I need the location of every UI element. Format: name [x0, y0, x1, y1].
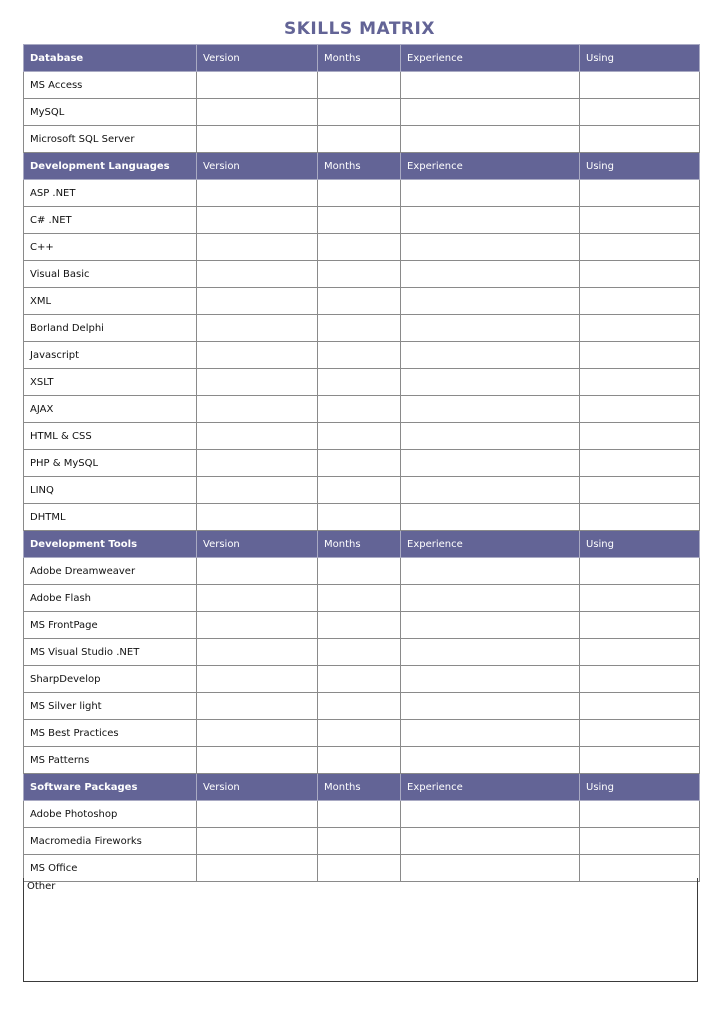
months-cell[interactable] — [318, 828, 401, 855]
experience-cell[interactable] — [401, 315, 580, 342]
skill-row — [24, 369, 700, 396]
skill-row — [24, 720, 700, 747]
using-cell[interactable] — [580, 261, 700, 288]
skill-row — [24, 180, 700, 207]
column-header: Experience — [401, 153, 580, 180]
skill-name: XML — [24, 288, 197, 315]
skill-row — [24, 585, 700, 612]
experience-cell[interactable] — [401, 396, 580, 423]
version-cell[interactable] — [197, 585, 318, 612]
using-cell[interactable] — [580, 207, 700, 234]
skill-name: PHP & MySQL — [24, 450, 197, 477]
months-cell[interactable] — [318, 423, 401, 450]
months-cell[interactable] — [318, 315, 401, 342]
using-cell[interactable] — [580, 801, 700, 828]
months-cell[interactable] — [318, 369, 401, 396]
page-title: SKILLS MATRIX — [284, 19, 435, 39]
version-cell[interactable] — [197, 612, 318, 639]
skill-name: MySQL — [24, 99, 197, 126]
using-cell[interactable] — [580, 747, 700, 774]
column-header: Months — [318, 45, 401, 72]
column-header: Months — [318, 531, 401, 558]
using-cell[interactable] — [580, 369, 700, 396]
months-cell[interactable] — [318, 234, 401, 261]
skill-row — [24, 666, 700, 693]
months-cell[interactable] — [318, 396, 401, 423]
version-cell[interactable] — [197, 693, 318, 720]
skill-row — [24, 234, 700, 261]
skill-name: C++ — [24, 234, 197, 261]
experience-cell[interactable] — [401, 261, 580, 288]
experience-cell[interactable] — [401, 693, 580, 720]
skill-row — [24, 99, 700, 126]
experience-cell[interactable] — [401, 666, 580, 693]
skill-name: AJAX — [24, 396, 197, 423]
using-cell[interactable] — [580, 180, 700, 207]
skill-row — [24, 801, 700, 828]
version-cell[interactable] — [197, 207, 318, 234]
using-cell[interactable] — [580, 504, 700, 531]
experience-cell[interactable] — [401, 477, 580, 504]
months-cell[interactable] — [318, 801, 401, 828]
skill-name: LINQ — [24, 477, 197, 504]
using-cell[interactable] — [580, 423, 700, 450]
version-cell[interactable] — [197, 801, 318, 828]
skill-name: MS Access — [24, 72, 197, 99]
experience-cell[interactable] — [401, 801, 580, 828]
section-header-row — [24, 45, 700, 72]
column-header: Using — [580, 774, 700, 801]
experience-cell[interactable] — [401, 207, 580, 234]
skill-row — [24, 558, 700, 585]
skill-name: Adobe Flash — [24, 585, 197, 612]
experience-cell[interactable] — [401, 585, 580, 612]
experience-cell[interactable] — [401, 180, 580, 207]
months-cell[interactable] — [318, 639, 401, 666]
experience-cell[interactable] — [401, 126, 580, 153]
section-name: Database — [24, 45, 197, 72]
using-cell[interactable] — [580, 99, 700, 126]
months-cell[interactable] — [318, 99, 401, 126]
skill-name: Macromedia Fireworks — [24, 828, 197, 855]
skill-row — [24, 261, 700, 288]
section-header-row — [24, 774, 700, 801]
version-cell[interactable] — [197, 828, 318, 855]
months-cell[interactable] — [318, 504, 401, 531]
months-cell[interactable] — [318, 126, 401, 153]
skill-row — [24, 342, 700, 369]
experience-cell[interactable] — [401, 234, 580, 261]
column-header: Version — [197, 774, 318, 801]
version-cell[interactable] — [197, 504, 318, 531]
version-cell[interactable] — [197, 423, 318, 450]
version-cell[interactable] — [197, 180, 318, 207]
months-cell[interactable] — [318, 666, 401, 693]
skill-row — [24, 639, 700, 666]
skill-name: Javascript — [24, 342, 197, 369]
skill-row — [24, 126, 700, 153]
experience-cell[interactable] — [401, 423, 580, 450]
experience-cell[interactable] — [401, 747, 580, 774]
using-cell[interactable] — [580, 612, 700, 639]
skill-name: Visual Basic — [24, 261, 197, 288]
version-cell[interactable] — [197, 288, 318, 315]
column-header: Months — [318, 153, 401, 180]
using-cell[interactable] — [580, 72, 700, 99]
skill-name: XSLT — [24, 369, 197, 396]
experience-cell[interactable] — [401, 558, 580, 585]
column-header: Using — [580, 531, 700, 558]
skill-name: SharpDevelop — [24, 666, 197, 693]
skill-name: DHTML — [24, 504, 197, 531]
months-cell[interactable] — [318, 720, 401, 747]
skill-row — [24, 450, 700, 477]
using-cell[interactable] — [580, 585, 700, 612]
skill-name: Adobe Photoshop — [24, 801, 197, 828]
using-cell[interactable] — [580, 693, 700, 720]
skill-name: MS FrontPage — [24, 612, 197, 639]
months-cell[interactable] — [318, 747, 401, 774]
months-cell[interactable] — [318, 693, 401, 720]
version-cell[interactable] — [197, 369, 318, 396]
version-cell[interactable] — [197, 450, 318, 477]
skill-name: MS Visual Studio .NET — [24, 639, 197, 666]
using-cell[interactable] — [580, 126, 700, 153]
skill-row — [24, 396, 700, 423]
skill-name: Borland Delphi — [24, 315, 197, 342]
version-cell[interactable] — [197, 126, 318, 153]
experience-cell[interactable] — [401, 369, 580, 396]
version-cell[interactable] — [197, 72, 318, 99]
version-cell[interactable] — [197, 477, 318, 504]
months-cell[interactable] — [318, 585, 401, 612]
skill-name: HTML & CSS — [24, 423, 197, 450]
section-name: Development Tools — [24, 531, 197, 558]
section-name: Software Packages — [24, 774, 197, 801]
skill-name: MS Silver light — [24, 693, 197, 720]
months-cell[interactable] — [318, 288, 401, 315]
months-cell[interactable] — [318, 72, 401, 99]
experience-cell[interactable] — [401, 720, 580, 747]
skill-row — [24, 747, 700, 774]
months-cell[interactable] — [318, 477, 401, 504]
column-header: Version — [197, 153, 318, 180]
experience-cell[interactable] — [401, 828, 580, 855]
skill-name: MS Office — [24, 855, 197, 882]
skill-name: C# .NET — [24, 207, 197, 234]
other-label: Other — [27, 881, 56, 892]
experience-cell[interactable] — [401, 639, 580, 666]
version-cell[interactable] — [197, 666, 318, 693]
skills-matrix-table — [23, 44, 700, 882]
using-cell[interactable] — [580, 342, 700, 369]
section-name: Development Languages — [24, 153, 197, 180]
experience-cell[interactable] — [401, 288, 580, 315]
column-header: Experience — [401, 531, 580, 558]
skill-name: Adobe Dreamweaver — [24, 558, 197, 585]
experience-cell[interactable] — [401, 342, 580, 369]
version-cell[interactable] — [197, 99, 318, 126]
version-cell[interactable] — [197, 747, 318, 774]
months-cell[interactable] — [318, 450, 401, 477]
using-cell[interactable] — [580, 828, 700, 855]
skill-name: ASP .NET — [24, 180, 197, 207]
version-cell[interactable] — [197, 558, 318, 585]
version-cell[interactable] — [197, 234, 318, 261]
using-cell[interactable] — [580, 450, 700, 477]
experience-cell[interactable] — [401, 612, 580, 639]
version-cell[interactable] — [197, 720, 318, 747]
skill-row — [24, 207, 700, 234]
skill-row — [24, 477, 700, 504]
version-cell[interactable] — [197, 315, 318, 342]
skill-row — [24, 693, 700, 720]
experience-cell[interactable] — [401, 450, 580, 477]
months-cell[interactable] — [318, 207, 401, 234]
version-cell[interactable] — [197, 639, 318, 666]
skill-row — [24, 612, 700, 639]
using-cell[interactable] — [580, 639, 700, 666]
months-cell[interactable] — [318, 558, 401, 585]
column-header: Version — [197, 531, 318, 558]
using-cell[interactable] — [580, 288, 700, 315]
using-cell[interactable] — [580, 234, 700, 261]
column-header: Months — [318, 774, 401, 801]
skill-name: MS Patterns — [24, 747, 197, 774]
using-cell[interactable] — [580, 477, 700, 504]
skill-row — [24, 828, 700, 855]
using-cell[interactable] — [580, 396, 700, 423]
months-cell[interactable] — [318, 342, 401, 369]
skill-name: MS Best Practices — [24, 720, 197, 747]
skill-row — [24, 288, 700, 315]
column-header: Using — [580, 45, 700, 72]
version-cell[interactable] — [197, 342, 318, 369]
using-cell[interactable] — [580, 666, 700, 693]
experience-cell[interactable] — [401, 99, 580, 126]
months-cell[interactable] — [318, 612, 401, 639]
using-cell[interactable] — [580, 720, 700, 747]
experience-cell[interactable] — [401, 72, 580, 99]
months-cell[interactable] — [318, 261, 401, 288]
using-cell[interactable] — [580, 558, 700, 585]
months-cell[interactable] — [318, 180, 401, 207]
version-cell[interactable] — [197, 396, 318, 423]
skill-row — [24, 315, 700, 342]
column-header: Experience — [401, 45, 580, 72]
section-header-row — [24, 531, 700, 558]
experience-cell[interactable] — [401, 504, 580, 531]
using-cell[interactable] — [580, 315, 700, 342]
column-header: Experience — [401, 774, 580, 801]
section-header-row — [24, 153, 700, 180]
skill-row — [24, 504, 700, 531]
version-cell[interactable] — [197, 261, 318, 288]
skill-name: Microsoft SQL Server — [24, 126, 197, 153]
column-header: Version — [197, 45, 318, 72]
skill-row — [24, 72, 700, 99]
other-notes-box[interactable] — [23, 878, 698, 982]
column-header: Using — [580, 153, 700, 180]
skill-row — [24, 423, 700, 450]
